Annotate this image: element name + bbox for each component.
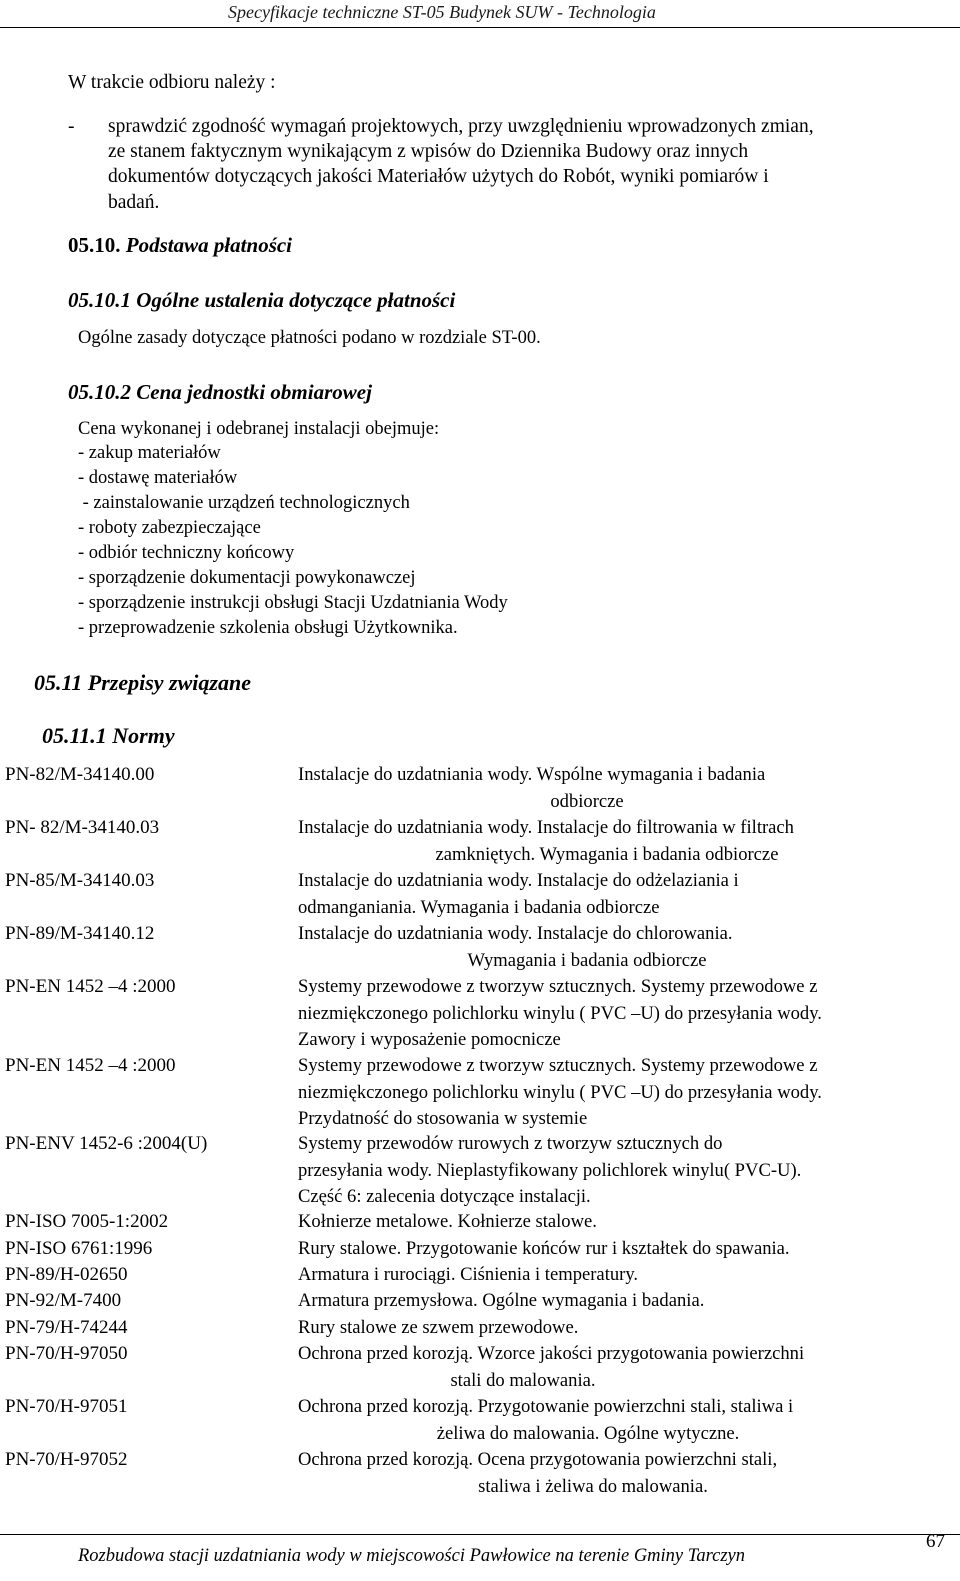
norm-description bbox=[298, 1209, 953, 1236]
norm-desc-line: odbiorcze bbox=[550, 790, 624, 812]
price-item: - odbiór techniczny końcowy bbox=[78, 543, 295, 563]
norm-description bbox=[298, 1131, 953, 1211]
header-rule bbox=[0, 27, 960, 28]
norm-desc-line: Instalacje do uzdatniania wody. Instalacje do chlorowania. bbox=[298, 923, 733, 944]
norm-desc-line: Systemy przewodów rurowych z tworzyw sztucznych do bbox=[298, 1133, 723, 1154]
norm-code: PN-79/H-74244 bbox=[5, 1317, 128, 1338]
norm-description bbox=[298, 815, 948, 868]
section-heading-text: Podstawa płatności bbox=[125, 233, 293, 257]
norm-desc-line: Ochrona przed korozją. Wzorce jakości przygotowania powierzchni bbox=[298, 1343, 805, 1364]
subsection-heading-general: 05.10.1 Ogólne ustalenia dotyczące płatności bbox=[68, 288, 456, 312]
norm-code: PN- 82/M-34140.03 bbox=[5, 817, 160, 838]
page-header-title: Specyfikacje techniczne ST-05 Budynek SUW - Technologia bbox=[228, 2, 656, 22]
norm-code: PN-EN 1452 –4 :2000 bbox=[5, 976, 176, 997]
norm-description bbox=[298, 1262, 953, 1289]
norm-code: PN-92/M-7400 bbox=[5, 1290, 122, 1311]
norm-description bbox=[298, 868, 948, 921]
section-heading-payment bbox=[68, 233, 292, 258]
price-item: - sporządzenie dokumentacji powykonawczej bbox=[78, 568, 416, 588]
norm-desc-line: staliwa i żeliwa do malowania. bbox=[478, 1475, 708, 1497]
price-item: - zainstalowanie urządzeń technologicznych bbox=[78, 493, 410, 513]
price-item: - sporządzenie instrukcji obsługi Stacji Uzdatniania Wody bbox=[78, 593, 508, 613]
norm-code: PN-82/M-34140.00 bbox=[5, 764, 155, 785]
norm-desc-line: Instalacje do uzdatniania wody. Instalacje do filtrowania w filtrach bbox=[298, 817, 794, 838]
section-heading-number: 05.10. bbox=[68, 233, 121, 257]
norm-desc-line: Instalacje do uzdatniania wody. Wspólne wymagania i badania bbox=[298, 764, 766, 785]
footer-rule bbox=[0, 1534, 960, 1535]
acceptance-line: badań. bbox=[108, 192, 160, 213]
norm-desc-line: Ochrona przed korozją. Przygotowanie powierzchni stali, staliwa i bbox=[298, 1396, 794, 1417]
norm-desc-line: Ochrona przed korozją. Ocena przygotowania powierzchni stali, bbox=[298, 1449, 778, 1470]
subsection-heading-norms: 05.11.1 Normy bbox=[42, 723, 175, 748]
norm-code: PN-ISO 7005-1:2002 bbox=[5, 1211, 169, 1232]
price-item: - roboty zabezpieczające bbox=[78, 518, 261, 538]
norm-desc-line: Instalacje do uzdatniania wody. Instalacje do odżelaziania i bbox=[298, 870, 739, 891]
subsection-heading-price: 05.10.2 Cena jednostki obmiarowej bbox=[68, 380, 372, 404]
norm-desc-line: Wymagania i badania odbiorcze bbox=[467, 949, 707, 971]
norm-description bbox=[298, 1394, 953, 1447]
norm-desc-line: żeliwa do malowania. Ogólne wytyczne. bbox=[436, 1422, 740, 1444]
acceptance-intro: W trakcie odbioru należy : bbox=[68, 72, 276, 93]
norm-desc-line: Przydatność do stosowania w systemie bbox=[298, 1108, 588, 1129]
norm-desc-line: Armatura i rurociągi. Ciśnienia i temperatury. bbox=[298, 1264, 639, 1285]
price-intro: Cena wykonanej i odebranej instalacji obejmuje: bbox=[78, 419, 440, 439]
norm-desc-line: Kołnierze metalowe. Kołnierze stalowe. bbox=[298, 1211, 597, 1232]
norm-desc-line: Systemy przewodowe z tworzyw sztucznych. Systemy przewodowe z bbox=[298, 1055, 818, 1076]
norm-desc-line: Armatura przemysłowa. Ogólne wymagania i badania. bbox=[298, 1290, 705, 1311]
norm-code: PN-89/H-02650 bbox=[5, 1264, 128, 1285]
norm-desc-line: Systemy przewodowe z tworzyw sztucznych. Systemy przewodowe z bbox=[298, 976, 818, 997]
norm-code: PN-70/H-97050 bbox=[5, 1343, 128, 1364]
acceptance-line: dokumentów dotyczących jakości Materiałów użytych do Robót, wyniki pomiarów i bbox=[108, 166, 769, 187]
norm-code: PN-85/M-34140.03 bbox=[5, 870, 155, 891]
price-item: - przeprowadzenie szkolenia obsługi Użytkownika. bbox=[78, 618, 458, 638]
norm-code: PN-ISO 6761:1996 bbox=[5, 1238, 153, 1259]
page-number: 67 bbox=[926, 1531, 945, 1552]
norm-desc-line: Rury stalowe ze szwem przewodowe. bbox=[298, 1317, 579, 1338]
norm-code: PN-89/M-34140.12 bbox=[5, 923, 155, 944]
norm-desc-line: Część 6: zalecenia dotyczące instalacji. bbox=[298, 1186, 591, 1207]
acceptance-dash: - bbox=[68, 116, 75, 137]
norm-code: PN-70/H-97052 bbox=[5, 1449, 128, 1470]
norm-desc-line: przesyłania wody. Nieplastyfikowany polichlorek winylu( PVC-U). bbox=[298, 1159, 802, 1181]
norm-description bbox=[298, 1341, 953, 1394]
price-item: - zakup materiałów bbox=[78, 443, 221, 463]
norm-desc-line: Rury stalowe. Przygotowanie końców rur i kształtek do spawania. bbox=[298, 1238, 790, 1259]
price-item: - dostawę materiałów bbox=[78, 468, 238, 488]
norm-description bbox=[298, 921, 948, 974]
norm-desc-line: Zawory i wyposażenie pomocnicze bbox=[298, 1029, 561, 1050]
acceptance-line: ze stanem faktycznym wynikającym z wpisów do Dziennika Budowy oraz innych bbox=[108, 141, 749, 162]
footer-text: Rozbudowa stacji uzdatniania wody w miejscowości Pawłowice na terenie Gminy Tarczyn bbox=[78, 1546, 745, 1566]
norm-desc-line: zamkniętych. Wymagania i badania odbiorcze bbox=[435, 843, 779, 865]
section-heading-regulations: 05.11 Przepisy związane bbox=[34, 670, 251, 695]
norm-code: PN-70/H-97051 bbox=[5, 1396, 128, 1417]
norm-description bbox=[298, 1447, 953, 1500]
norm-desc-line: stali do malowania. bbox=[450, 1369, 596, 1391]
norm-description bbox=[298, 1236, 953, 1263]
norm-code: PN-ENV 1452-6 :2004(U) bbox=[5, 1133, 208, 1154]
norm-description bbox=[298, 762, 948, 815]
norm-description bbox=[298, 1315, 953, 1342]
norm-description bbox=[298, 1053, 953, 1133]
acceptance-line: sprawdzić zgodność wymagań projektowych, przy uwzględnieniu wprowadzonych zmian, bbox=[108, 116, 814, 137]
norm-code: PN-EN 1452 –4 :2000 bbox=[5, 1055, 176, 1076]
norm-desc-line: niezmiękczonego polichlorku winylu ( PVC –U) do przesyłania wody. bbox=[298, 1081, 822, 1103]
norm-desc-line: niezmiękczonego polichlorku winylu ( PVC –U) do przesyłania wody. bbox=[298, 1002, 822, 1024]
norm-desc-line: odmanganiania. Wymagania i badania odbiorcze bbox=[298, 896, 660, 918]
norm-description bbox=[298, 1288, 953, 1315]
subsection-text-general: Ogólne zasady dotyczące płatności podano w rozdziale ST-00. bbox=[78, 328, 541, 348]
norm-description bbox=[298, 974, 953, 1054]
